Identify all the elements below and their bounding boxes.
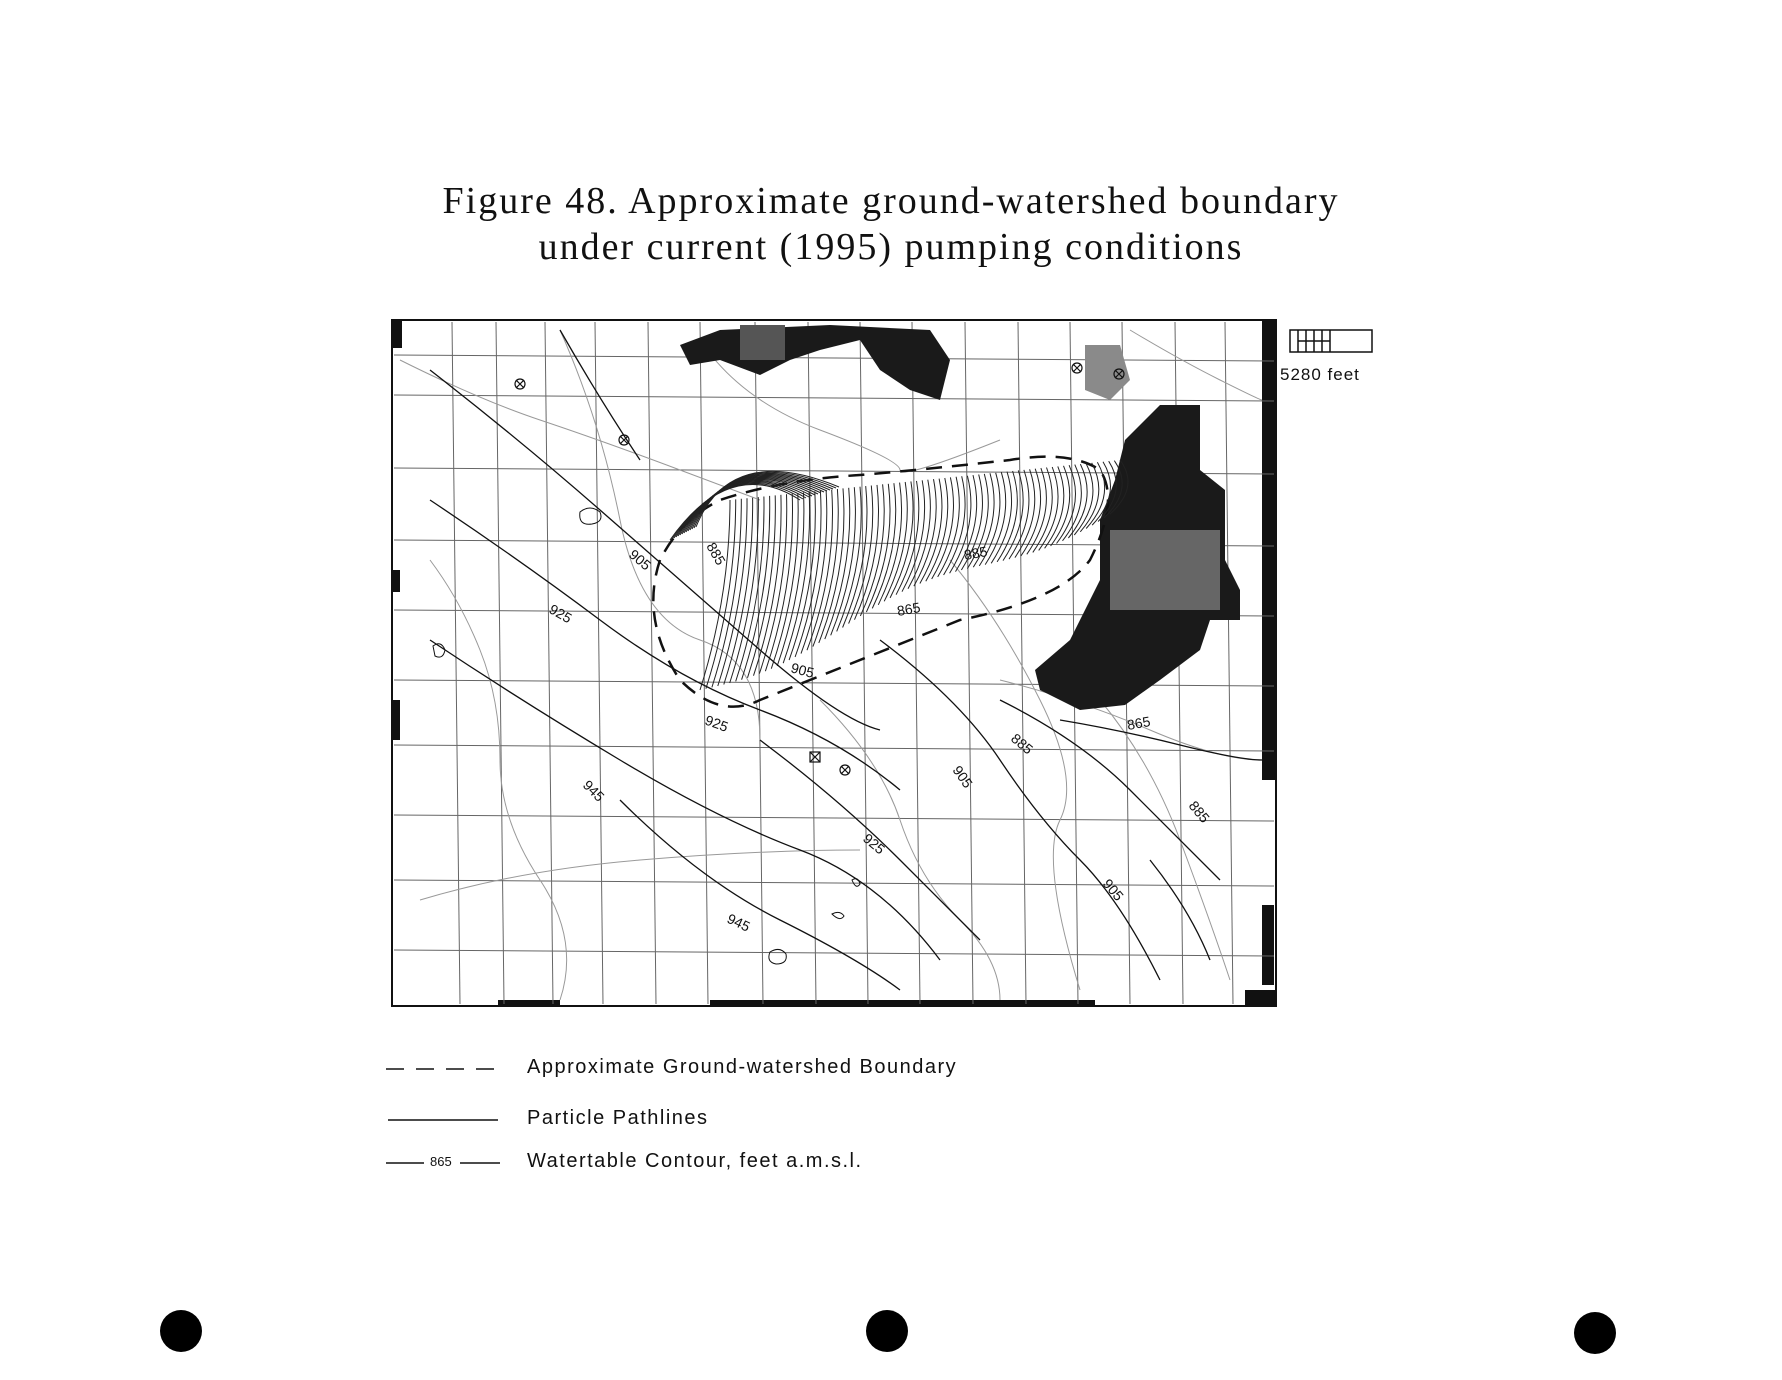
contour-label: 865 [895, 599, 922, 619]
legend-label: Approximate Ground-watershed Boundary [527, 1056, 958, 1078]
scale-label: 5280 feet [1280, 365, 1360, 384]
contour-label: 945 [579, 776, 608, 805]
contour-label: 945 [724, 910, 753, 935]
contour-label: 905 [789, 659, 816, 681]
punch-hole-center [866, 1310, 908, 1352]
contour-label: 885 [962, 543, 989, 563]
contour-label: 925 [860, 830, 889, 858]
punch-hole-right [1574, 1312, 1616, 1354]
contour-label: 885 [1185, 797, 1213, 826]
scale-bar [1290, 330, 1372, 352]
figure-title-line-2: under current (1995) pumping conditions [538, 226, 1244, 268]
figure-title-line-1: Figure 48. Approximate ground-watershed boundary [442, 180, 1340, 222]
punch-hole-left [160, 1310, 202, 1352]
legend-label: Watertable Contour, feet a.m.s.l. [527, 1150, 863, 1172]
contour-label: 865 [1125, 713, 1152, 733]
contour-label: 905 [1099, 875, 1127, 904]
legend-samples [386, 1069, 503, 1163]
contour-label: 905 [626, 546, 655, 574]
contour-label: 885 [1008, 730, 1037, 758]
legend-contour-sample-label: 865 [430, 1154, 452, 1169]
contour-label: 925 [702, 711, 731, 735]
contour-label: 905 [949, 762, 977, 791]
contour-label: 925 [546, 600, 575, 627]
legend-label: Particle Pathlines [527, 1107, 709, 1129]
contour-label: 885 [703, 539, 729, 568]
